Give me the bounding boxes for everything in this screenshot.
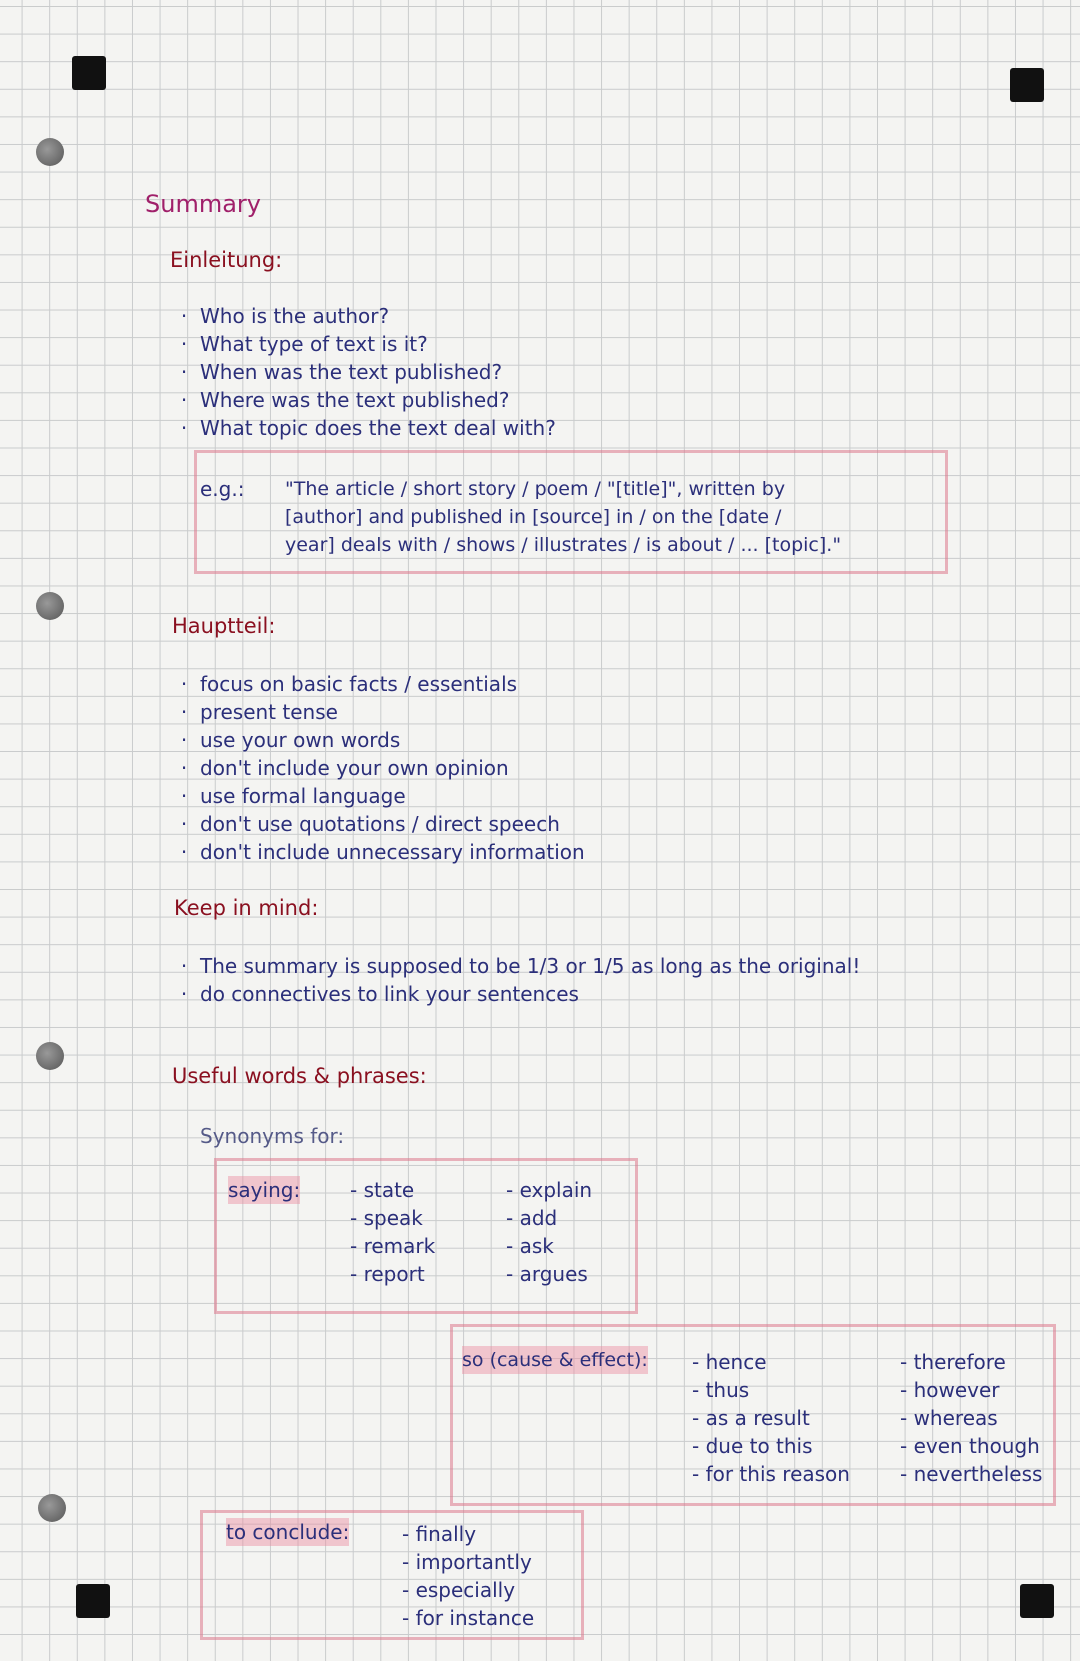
synonyms-label: Synonyms for: [200,1124,345,1148]
word: - especially [402,1578,516,1602]
list-item: · What topic does the text deal with? [200,414,556,442]
word: - explain [506,1178,593,1202]
list-item: · present tense [200,698,585,726]
list-item: · do connectives to link your sentences [200,980,900,1008]
page-marker-icon [72,56,106,90]
page-title: Summary [145,190,261,218]
example-text [285,475,841,559]
list-item: · use formal language [200,782,585,810]
word: - state [350,1178,415,1202]
punch-hole [36,1042,64,1070]
list-item: · The summary is supposed to be 1/3 or 1/5 as long as the original! [200,952,900,980]
word: - however [900,1378,1000,1402]
word: - importantly [402,1550,532,1574]
saying-col1 [350,1176,435,1288]
punch-hole [36,138,64,166]
word: - nevertheless [900,1462,1043,1486]
word: - report [350,1262,425,1286]
word: - whereas [900,1406,998,1430]
word: - thus [692,1378,750,1402]
list-item: · don't use quotations / direct speech [200,810,585,838]
keep-in-mind-heading: Keep in mind: [174,896,319,920]
hauptteil-heading: Hauptteil: [172,614,276,638]
useful-heading: Useful words & phrases: [172,1064,427,1088]
word: - finally [402,1522,477,1546]
word: - for instance [402,1606,535,1630]
list-item: · don't include your own opinion [200,754,585,782]
word: - as a result [692,1406,810,1430]
conclude-col1 [402,1520,534,1632]
example-label: e.g.: [200,477,245,501]
list-item: · don't include unnecessary information [200,838,585,866]
conclude-label: to conclude: [226,1520,350,1544]
page-marker-icon [1010,68,1044,102]
example-line: "The article / short story / poem / "[title]", written by [285,478,786,500]
list-item: · What type of text is it? [200,330,556,358]
word: - remark [350,1234,436,1258]
word: - due to this [692,1434,813,1458]
word: - ask [506,1234,554,1258]
keep-in-mind-list [200,952,900,1008]
punch-hole [36,592,64,620]
hauptteil-list [200,670,585,866]
word: - add [506,1206,558,1230]
so-col1 [692,1348,850,1488]
example-line: year] deals with / shows / illustrates / is about / ... [topic]." [285,534,842,556]
so-col2 [900,1348,1042,1488]
word: - therefore [900,1350,1006,1374]
list-item: · Where was the text published? [200,386,556,414]
einleitung-list [200,302,556,442]
saying-col2 [506,1176,592,1288]
word: - for this reason [692,1462,850,1486]
example-line: [author] and published in [source] in / on the [date / [285,506,782,528]
word: - argues [506,1262,588,1286]
word: - even though [900,1434,1040,1458]
list-item: · use your own words [200,726,585,754]
list-item: · focus on basic facts / essentials [200,670,585,698]
word: - speak [350,1206,423,1230]
einleitung-heading: Einleitung: [170,248,283,272]
list-item: · Who is the author? [200,302,556,330]
so-label: so (cause & effect): [462,1346,648,1374]
page-marker-icon [1020,1584,1054,1618]
word: - hence [692,1350,767,1374]
punch-hole [38,1494,66,1522]
saying-label: saying: [228,1178,301,1202]
list-item: · When was the text published? [200,358,556,386]
page-marker-icon [76,1584,110,1618]
